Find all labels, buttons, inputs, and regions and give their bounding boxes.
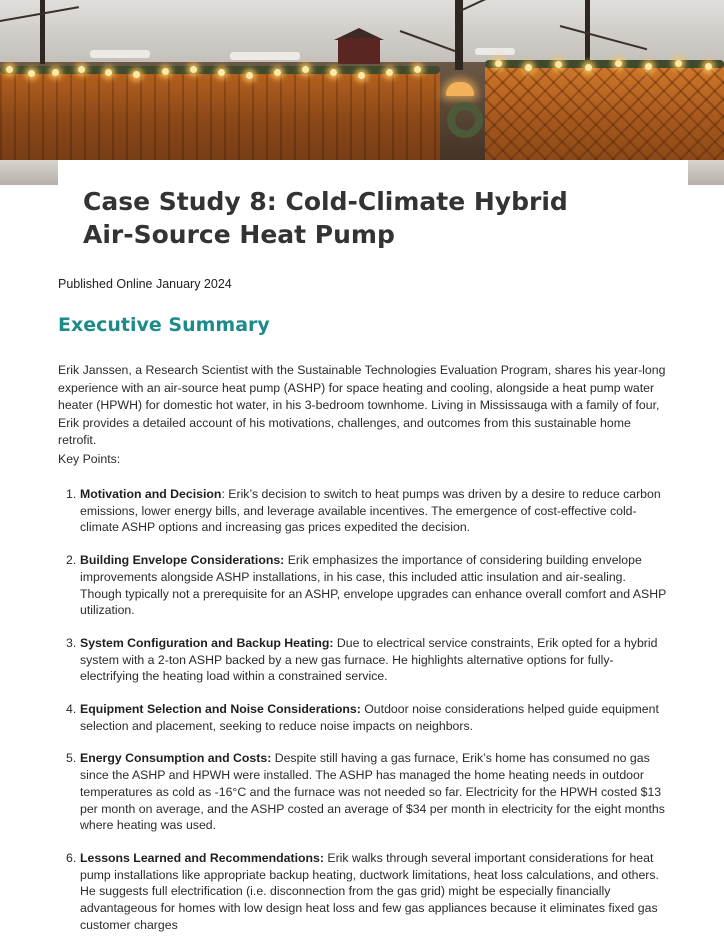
key-point-title: Energy Consumption and Costs: [80, 751, 272, 766]
hero-light-bulb [358, 72, 365, 79]
hero-photo [0, 0, 724, 185]
key-point-title: Building Envelope Considerations: [80, 553, 285, 568]
hero-light-bulb [675, 60, 682, 67]
hero-snow-roof [90, 50, 150, 58]
title-card [58, 160, 688, 264]
hero-light-bulb [78, 66, 85, 73]
hero-light-bulb [133, 71, 140, 78]
key-points-list [58, 486, 670, 949]
hero-light-bulb [330, 69, 337, 76]
key-point-text: Erik emphasizes the importance of considering building envelope improvements alongside ASHP installations, in his case, this included attic insulation and air-sealing. Though typically not a prerequisite for an ASHP, envelope upgrades can enhance overall comfort and ASHP utilization. [80, 553, 667, 618]
published-date: Published Online January 2024 [58, 277, 232, 291]
key-point-title: Lessons Learned and Recommendations: [80, 850, 324, 865]
key-point-number: 6. [66, 850, 77, 865]
hero-light-bulb [274, 69, 281, 76]
hero-light-bulb [302, 66, 309, 73]
hero-garland [485, 60, 724, 68]
hero-light-bulb [6, 66, 13, 73]
executive-summary-intro: Erik Janssen, a Research Scientist with the Sustainable Technologies Evaluation Program, shares his year-long experience with an air-source heat pump (ASHP) for space heating and cooling, alongside a heat pump water heater (HPWH) for domestic hot water, in his 3-bedroom townhome. Living in Mississauga with a family of four, Erik provides a detailed account of his motivations, challenges, and outcomes from this sustainable home retrofit. [58, 363, 666, 447]
hero-tree-trunk [40, 0, 45, 64]
hero-light-bulb [525, 64, 532, 71]
hero-light-bulb [615, 60, 622, 67]
hero-house [338, 38, 380, 64]
hero-tree-trunk [585, 0, 590, 60]
key-point-item [58, 850, 670, 934]
hero-snow-roof [230, 52, 300, 60]
hero-lamp [446, 82, 474, 96]
key-point-number: 4. [66, 702, 77, 717]
hero-light-bulb [28, 70, 35, 77]
key-point-text: Erik walks through several important considerations for heat pump installations like appropriate backup heating, ductwork limitations, heat loss calculations, and others. He suggests full electrification (i.e. disconnection from the gas grid) might be especially financially advantageous for homes with low design heat loss and few gas appliances because it eliminates fixed gas customer charges [80, 850, 659, 932]
key-point-item [58, 635, 670, 685]
key-point-number: 2. [66, 553, 77, 568]
key-point-title: System Configuration and Backup Heating: [80, 635, 334, 650]
key-point-number: 5. [66, 751, 77, 766]
key-point-text: : Erik’s decision to switch to heat pumps was driven by a desire to reduce carbon emissions, lower energy bills, and leverage available incentives. The emergence of cost-effective cold-climate ASHP options and increasing gas prices expedited the decision. [80, 487, 661, 535]
key-points-label: Key Points: [58, 452, 121, 466]
page-title: Case Study 8: Cold-Climate Hybrid Air-Source Heat Pump [83, 187, 568, 249]
hero-light-bulb [52, 69, 59, 76]
executive-summary-heading: Executive Summary [58, 314, 270, 336]
key-point-title: Motivation and Decision [80, 487, 222, 501]
key-point-item [58, 750, 670, 834]
key-point-number: 3. [66, 635, 77, 650]
hero-light-bulb [495, 60, 502, 67]
key-point-item [58, 486, 670, 536]
key-point-text: Despite still having a gas furnace, Erik’s home has consumed no gas since the ASHP and HPWH were installed. The ASHP has managed the home heating needs in outdoor temperatures as cold as -16°C and the furnace was not needed so far. Electricity for the HPWH costed $13 per month on average, and the ASHP costed an average of $34 per month in electricity for the eight months where heating was used. [80, 751, 665, 833]
hero-light-bulb [190, 66, 197, 73]
hero-snow-roof [475, 48, 515, 55]
key-point-text: Due to electrical service constraints, Erik opted for a hybrid system with a 2-ton ASHP backed by a new gas furnace. He highlights alternative options for fully-electrifying the heating load within a constrained service. [80, 635, 658, 684]
hero-light-bulb [555, 61, 562, 68]
hero-light-bulb [645, 63, 652, 70]
key-point-text: Outdoor noise considerations helped guide equipment selection and placement, seeking to reduce noise impacts on neighbors. [80, 702, 659, 733]
key-point-title: Equipment Selection and Noise Considerations: [80, 702, 361, 717]
key-point-item [58, 701, 670, 734]
hero-light-bulb [218, 69, 225, 76]
key-point-number: 1. [66, 487, 77, 501]
key-point-item [58, 552, 670, 619]
hero-light-bulb [105, 69, 112, 76]
hero-light-bulb [585, 64, 592, 71]
hero-light-bulb [705, 63, 712, 70]
hero-light-bulb [246, 72, 253, 79]
hero-wreath [447, 102, 483, 138]
hero-light-bulb [386, 69, 393, 76]
hero-light-bulb [162, 68, 169, 75]
hero-light-bulb [414, 66, 421, 73]
